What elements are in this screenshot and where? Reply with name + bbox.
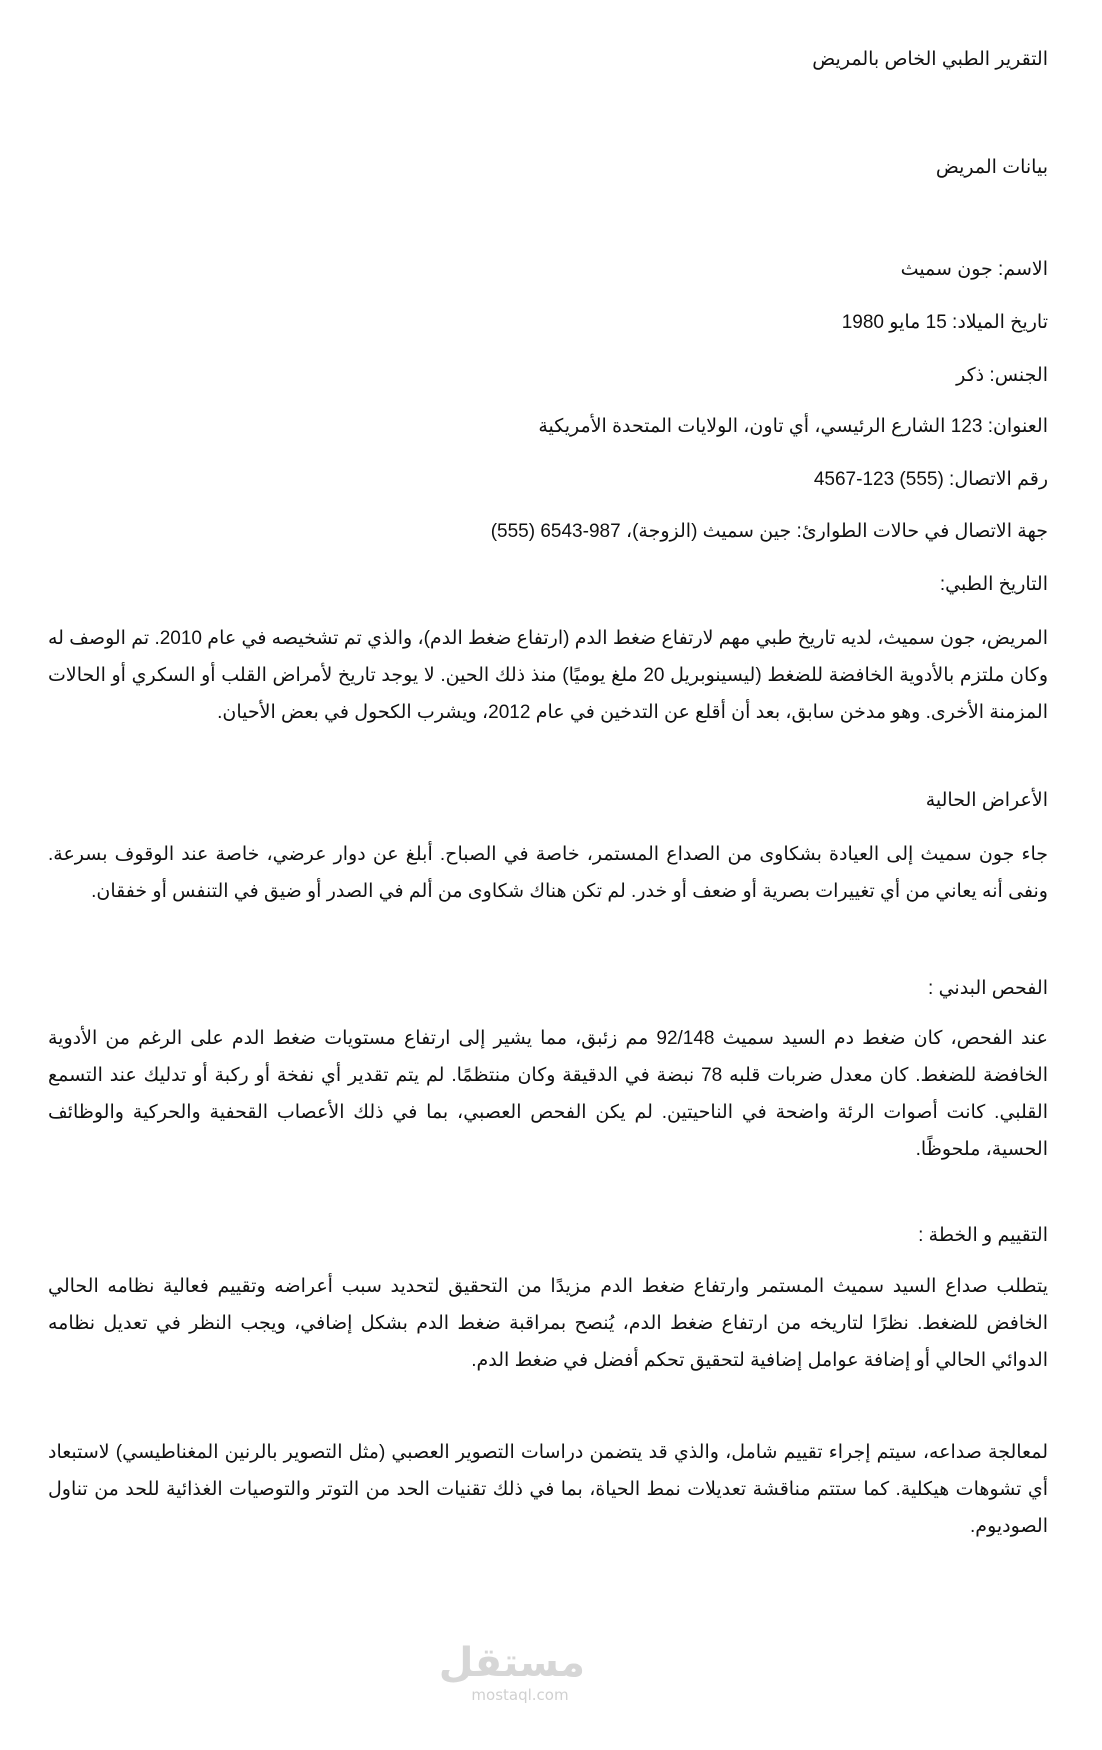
physical-exam-text: عند الفحص، كان ضغط دم السيد سميث 92/148 مم زئبق، مما يشير إلى ارتفاع مستويات ضغط الدم على الرغم من الأدوية الخافضة للضغط. كان معدل ضربات قلبه 78 نبضة في الدقيقة وكان منتظمًا. لم يتم تقدير أي نفخة أو ركبة أو تدليك عند التسمع القلبي. كانت أصوات الرئة واضحة في الناحيتين. لم يكن الفحص العصبي، بما في ذلك الأعصاب القحفية والحركية والوظائف الحسية، ملحوظًا. xyxy=(48,1028,1049,1160)
current-symptoms-heading: الأعراض الحالية xyxy=(925,790,1048,811)
assessment-plan-text-continued: لمعالجة صداعه، سيتم إجراء تقييم شامل، والذي قد يتضمن دراسات التصوير العصبي (مثل التصوير بالرنين المغناطيسي) لاستبعاد أي تشوهات هيكلية. كما ستتم مناقشة تعديلات نمط الحياة، بما في ذلك تقنيات الحد من التوتر والتوصيات الغذائية للحد من تناول الصوديوم. xyxy=(48,1442,1048,1537)
patient-dob: تاريخ الميلاد: 15 مايو 1980 xyxy=(841,312,1048,333)
emergency-contact: جهة الاتصال في حالات الطوارئ: جين سميث (الزوجة)، 987-6543 (555) xyxy=(490,521,1048,542)
report-title: التقرير الطبي الخاص بالمريض xyxy=(812,49,1048,70)
patient-gender: الجنس: ذكر xyxy=(956,365,1048,386)
patient-name: الاسم: جون سميث xyxy=(900,259,1048,280)
assessment-plan-text: يتطلب صداع السيد سميث المستمر وارتفاع ضغط الدم مزيدًا من التحقيق لتحديد سبب أعراضه وتقييم فعالية نظامه الحالي الخافض للضغط. نظرًا لتاريخه من ارتفاع ضغط الدم، يُنصح بمراقبة ضغط الدم بشكل إضافي، ويجب النظر في تعديل نظامه الدوائي الحالي أو إضافة عوامل إضافية لتحقيق تحكم أفضل في ضغط الدم. xyxy=(48,1276,1048,1371)
patient-address: العنوان: 123 الشارع الرئيسي، أي تاون، الولايات المتحدة الأمريكية xyxy=(538,416,1048,437)
patient-phone: رقم الاتصال: (555) 123-4567 xyxy=(813,469,1048,490)
watermark-word: مستقل xyxy=(438,1640,585,1686)
current-symptoms-text: جاء جون سميث إلى العيادة بشكاوى من الصداع المستمر، خاصة في الصباح. أبلغ عن دوار عرضي، خاصة عند الوقوف بسرعة. ونفى أنه يعاني من أي تغييرات بصرية أو ضعف أو خدر. لم تكن هناك شكاوى من ألم في الصدر أو ضيق في التنفس أو خفقان. xyxy=(48,844,1048,902)
assessment-plan-heading: التقييم و الخطة : xyxy=(918,1225,1048,1246)
medical-history-text: المريض، جون سميث، لديه تاريخ طبي مهم لارتفاع ضغط الدم (ارتفاع ضغط الدم)، والذي تم تشخيصه في عام 2010. تم الوصف له وكان ملتزم بالأدوية الخافضة للضغط (ليسينوبريل 20 ملغ يوميًا) منذ ذلك الحين. لا يوجد تاريخ لأمراض القلب أو السكري أو الحالات المزمنة الأخرى. وهو مدخن سابق، بعد أن أقلع عن التدخين في عام 2012، ويشرب الكحول في بعض الأحيان. xyxy=(48,628,1048,723)
physical-exam-heading: الفحص البدني : xyxy=(928,978,1048,999)
patient-section-heading: بيانات المريض xyxy=(935,157,1048,178)
mostaql-watermark-logo xyxy=(438,1640,585,1704)
medical-history-heading: التاريخ الطبي: xyxy=(939,574,1048,595)
watermark-domain: mostaql.com xyxy=(471,1686,569,1704)
